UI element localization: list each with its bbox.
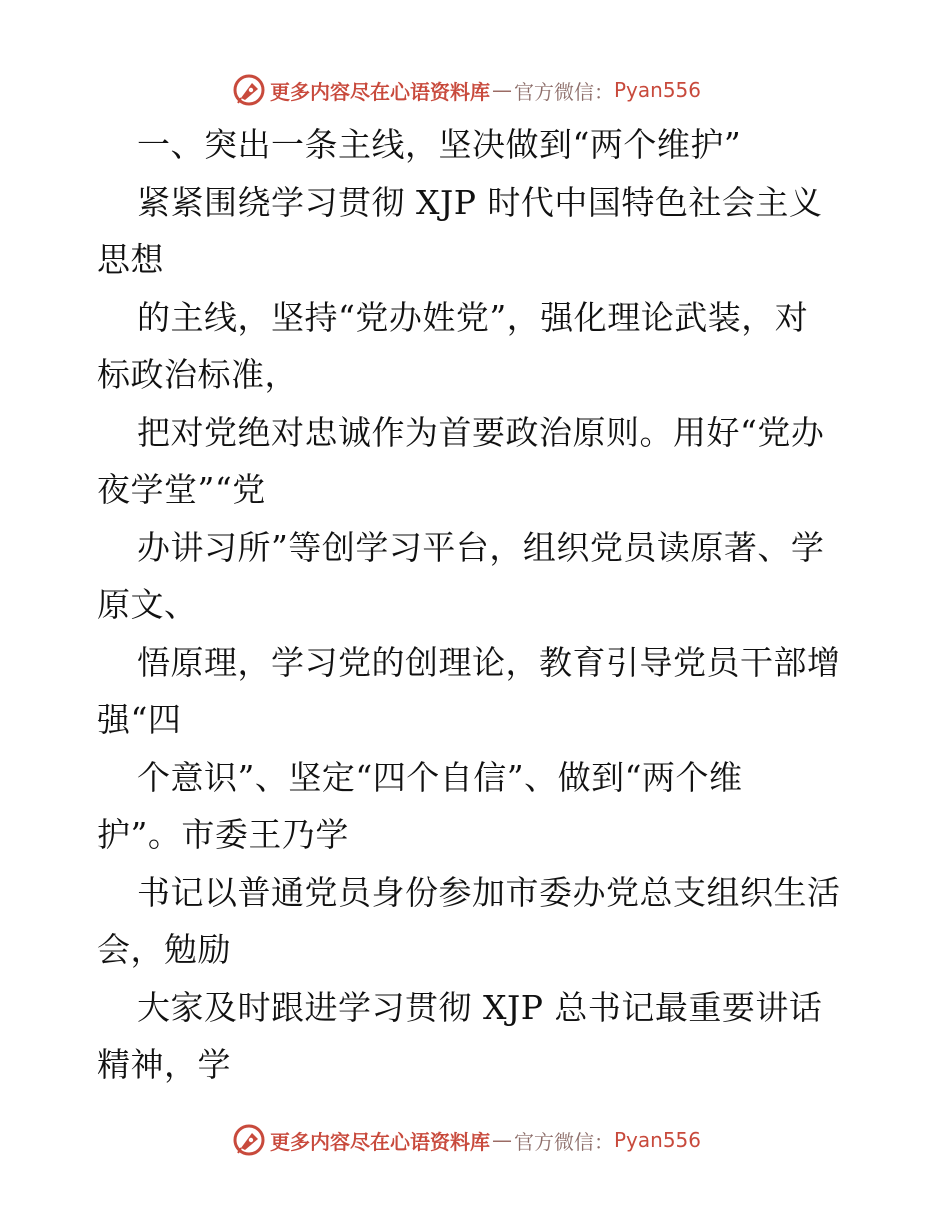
body-line: 思想 xyxy=(97,240,164,279)
body-line: 精神，学 xyxy=(97,1045,231,1084)
body-line: 个意识”、坚定“四个自信”、做到“两个维 xyxy=(137,757,743,797)
pen-nib-logo-icon xyxy=(232,1123,266,1157)
body-line: 一、突出一条主线，坚决做到“两个维护” xyxy=(137,125,742,164)
header-watermark xyxy=(232,72,701,108)
watermark-wechat-label: 官方微信： xyxy=(514,79,614,104)
footer-watermark xyxy=(232,1122,701,1158)
body-line: 强“四 xyxy=(97,700,182,739)
watermark-separator: — xyxy=(492,78,512,102)
body-line: 会，勉励 xyxy=(97,930,231,969)
body-line: 办讲习所”等创学习平台，组织党员读原著、学 xyxy=(137,527,825,567)
watermark-wechat-id: Pyan556 xyxy=(614,78,702,102)
pen-nib-logo-icon xyxy=(232,73,266,107)
body-line: 的主线，坚持“党办姓党”，强化理论武装，对 xyxy=(137,297,809,337)
body-line: 夜学堂”“党 xyxy=(97,470,266,509)
body-line: 悟原理，学习党的创理论，教育引导党员干部增 xyxy=(137,642,841,682)
body-line: 书记以普通党员身份参加市委办党总支组织生活 xyxy=(137,872,841,912)
watermark-brand: 更多内容尽在心语资料库 xyxy=(270,79,490,104)
body-line: 护”。市委王乃学 xyxy=(97,815,349,854)
body-line: 原文、 xyxy=(97,585,198,624)
watermark-separator: — xyxy=(492,1128,512,1152)
watermark-wechat-id: Pyan556 xyxy=(614,1128,702,1152)
watermark-wechat-label: 官方微信： xyxy=(514,1129,614,1154)
body-line: 大家及时跟进学习贯彻 XJP 总书记最重要讲话 xyxy=(137,987,823,1027)
watermark-brand: 更多内容尽在心语资料库 xyxy=(270,1129,490,1154)
body-line: 把对党绝对忠诚作为首要政治原则。用好“党办 xyxy=(137,412,825,452)
document-body xyxy=(97,116,887,1094)
body-line: 标政治标准， xyxy=(97,355,298,394)
body-line: 紧紧围绕学习贯彻 XJP 时代中国特色社会主义 xyxy=(137,182,823,222)
